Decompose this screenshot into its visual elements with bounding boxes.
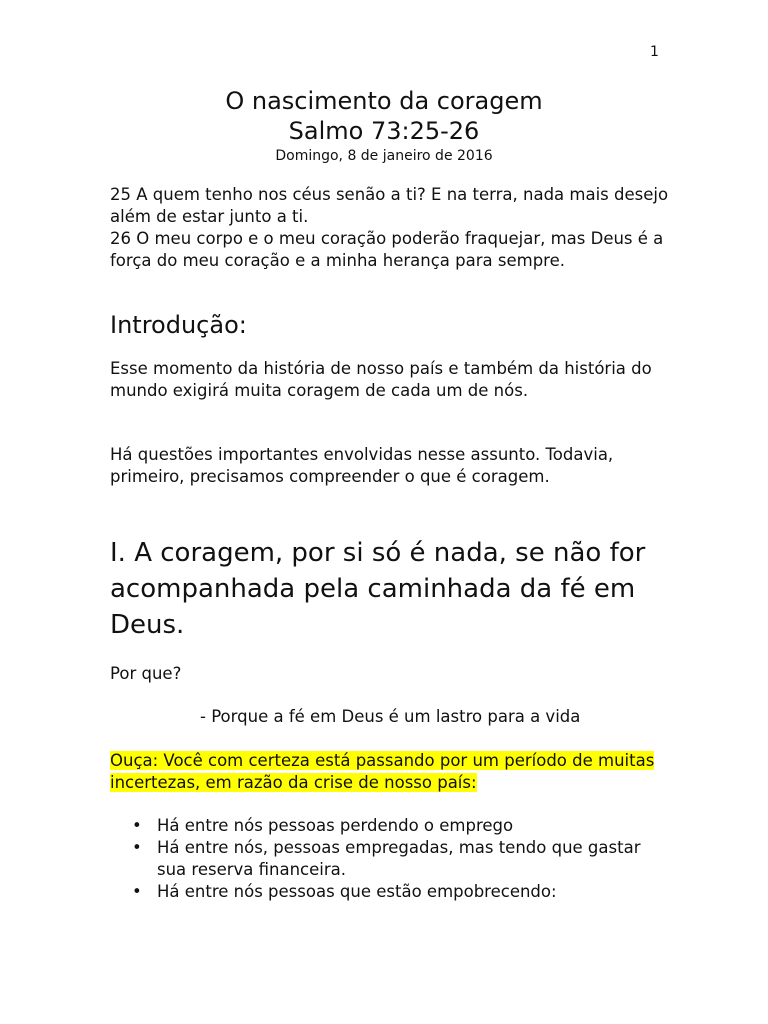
bullet-icon: • [132,882,142,901]
intro-paragraph-2: Há questões importantes envolvidas nesse assunto. Todavia, primeiro, precisamos compreender o que é coragem. [110,445,614,486]
bullet-list [110,815,670,903]
document-subtitle: Salmo 73:25-26 [288,117,480,145]
document-title: O nascimento da coragem [225,87,543,115]
verse-25: 25 A quem tenho nos céus senão a ti? E na terra, nada mais desejo além de estar junto a ti. [110,185,669,226]
intro-paragraph-1: Esse momento da história de nosso país e também da história do mundo exigirá muita coragem de cada um de nós. [110,359,652,400]
highlighted-paragraph [110,750,670,794]
page-number: 1 [650,44,659,60]
bible-verses [110,184,670,272]
verse-26: 26 O meu corpo e o meu coração poderão fraquejar, mas Deus é a força do meu coração e a minha herança para sempre. [110,229,664,270]
list-item-text: Há entre nós pessoas perdendo o emprego [157,816,514,835]
question-text: Por que? [110,664,182,683]
list-item [110,837,670,881]
highlight-span: Ouça: Você com certeza está passando por um período de muitas incertezas, em razão da crise de nosso país: [110,751,655,792]
section-heading: I. A coragem, por si só é nada, se não for acompanhada pela caminhada da fé em Deus. [110,538,646,640]
bullet-icon: • [132,838,142,857]
intro-heading: Introdução: [110,311,247,339]
answer-text: - Porque a fé em Deus é um lastro para a vida [200,707,581,726]
list-item [110,881,670,903]
list-item-text: Há entre nós, pessoas empregadas, mas tendo que gastar sua reserva financeira. [157,838,641,879]
document-date: Domingo, 8 de janeiro de 2016 [275,148,493,164]
title-block [0,86,768,166]
bullet-icon: • [132,816,142,835]
list-item [110,815,670,837]
list-item-text: Há entre nós pessoas que estão empobrecendo: [157,882,557,901]
